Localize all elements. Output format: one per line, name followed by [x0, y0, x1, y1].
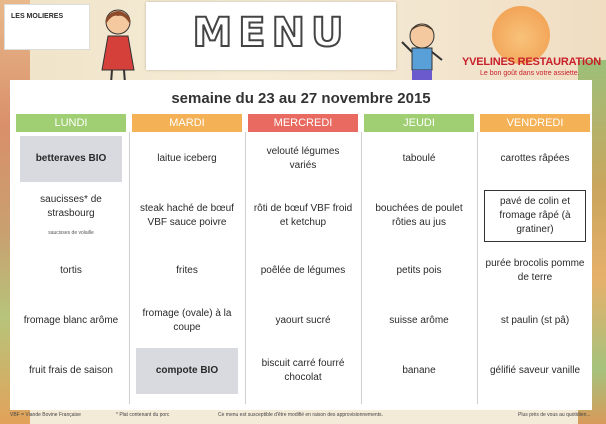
column-divider	[245, 132, 246, 404]
menu-item-text: velouté légumes variés	[266, 146, 340, 171]
day-header-mercredi: MERCREDI	[248, 114, 358, 132]
menu-item-text: laitue iceberg	[157, 153, 217, 164]
menu-item-text: rôti de bœuf VBF froid et ketchup	[253, 203, 353, 228]
day-header-jeudi: JEUDI	[364, 114, 474, 132]
menu-item-text: petits pois	[396, 265, 442, 276]
menu-item	[484, 348, 586, 394]
menu-item-text: purée brocolis pomme de terre	[485, 258, 585, 283]
menu-item-text: st paulin (st pâ)	[500, 315, 570, 326]
menu-item	[368, 136, 470, 182]
menu-item	[368, 298, 470, 344]
footer-slogan: Plus près de vous au quotidien...	[518, 412, 591, 418]
menu-item-text: carottes râpées	[500, 153, 570, 164]
menu-item-text: compote BIO	[155, 365, 219, 376]
menu-item	[252, 190, 354, 242]
footer-vbf: VBF = Viande Bovine Française	[10, 412, 81, 418]
menu-item-text: pavé de colin et fromage râpé (à gratiner)	[499, 196, 571, 235]
menu-title: MENU	[192, 10, 350, 56]
column-divider	[361, 132, 362, 404]
logo-tagline: Le bon goût dans votre assiette.	[480, 70, 580, 77]
menu-item	[484, 298, 586, 344]
logo	[462, 6, 606, 86]
menu-item-text: banane	[402, 365, 436, 376]
menu-item	[20, 248, 122, 294]
menu-item-text: saucisses* de strasbourg	[40, 193, 102, 219]
menu-item-text: betteraves BIO	[35, 153, 107, 164]
footer-modif: Ce menu est susceptible d'être modifié en raison des approvisionnements.	[218, 412, 383, 418]
day-header-lundi: LUNDI	[16, 114, 126, 132]
menu-item	[136, 248, 238, 294]
day-header-vendredi: VENDREDI	[480, 114, 590, 132]
menu-item-text: fromage blanc arôme	[23, 315, 119, 326]
menu-item-text: suisse arôme	[389, 315, 449, 326]
menu-item-text: gélifié saveur vanille	[489, 365, 581, 376]
menu-item	[252, 348, 354, 394]
menu-item	[136, 190, 238, 242]
menu-item	[136, 136, 238, 182]
menu-item	[252, 298, 354, 344]
menu-sheet	[10, 80, 592, 410]
menu-item	[368, 348, 470, 394]
menu-item	[20, 298, 122, 344]
menu-item	[136, 348, 238, 394]
menu-item	[484, 190, 586, 242]
menu-item-text: taboulé	[402, 153, 436, 164]
week-title: semaine du 23 au 27 novembre 2015	[171, 90, 431, 107]
menu-item	[368, 248, 470, 294]
menu-item	[252, 248, 354, 294]
school-name: LES MOLIERES	[11, 13, 64, 20]
menu-item	[252, 136, 354, 182]
column-divider	[477, 132, 478, 404]
menu-item-text: yaourt sucré	[275, 315, 331, 326]
menu-item-text: fromage (ovale) à la coupe	[142, 308, 232, 333]
menu-item-note: saucisses de volaille	[48, 229, 94, 236]
menu-item-text: tortis	[60, 265, 82, 276]
menu-item	[484, 248, 586, 294]
menu-item-text: frites	[176, 265, 198, 276]
menu-item-text: poêlée de légumes	[260, 265, 346, 276]
menu-item	[20, 136, 122, 182]
menu-item-text: steak haché de bœuf VBF sauce poivre	[140, 203, 234, 228]
day-header-mardi: MARDI	[132, 114, 242, 132]
footer-porc: * Plat contenant du porc	[116, 412, 170, 418]
logo-name: YVELINES RESTAURATION	[462, 56, 602, 68]
menu-item	[136, 298, 238, 344]
menu-item-text: fruit frais de saison	[29, 365, 113, 376]
column-divider	[129, 132, 130, 404]
school-label-box	[4, 4, 90, 50]
menu-item	[368, 190, 470, 242]
menu-title-box	[146, 2, 396, 70]
menu-item-text: biscuit carré fourré chocolat	[261, 358, 345, 383]
menu-item	[20, 348, 122, 394]
menu-item	[484, 136, 586, 182]
menu-item-text: bouchées de poulet rôties au jus	[375, 203, 463, 228]
menu-item	[20, 190, 122, 242]
